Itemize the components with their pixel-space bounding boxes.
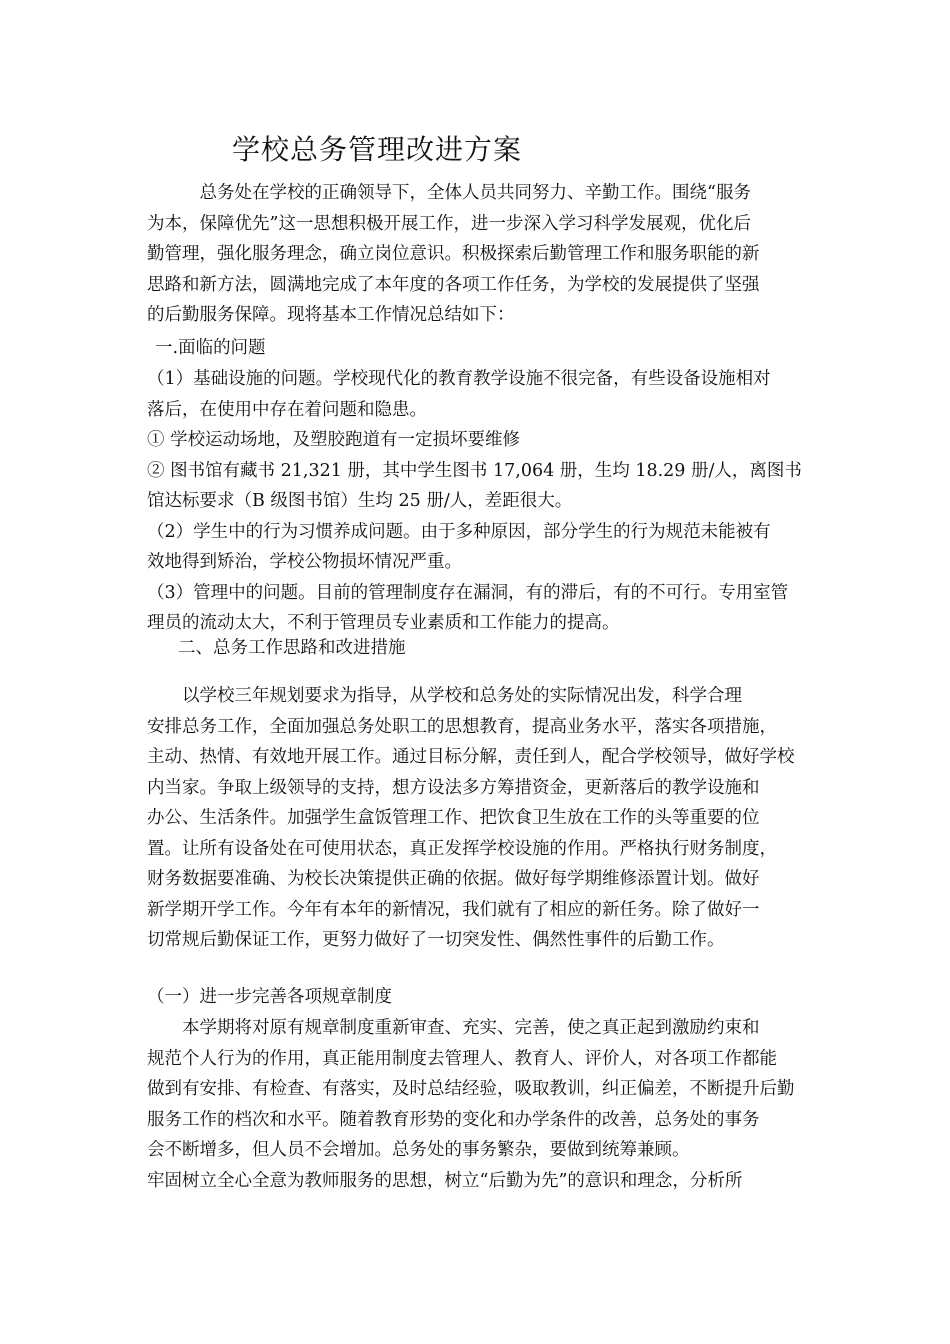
section2-line: 主动、热情、有效地开展工作。通过目标分解，责任到人，配合学校领导，做好学校	[147, 747, 795, 767]
section1-line: 效地得到矫治，学校公物损坏情况严重。	[147, 552, 462, 572]
section2-line: 新学期开学工作。今年有本年的新情况，我们就有了相应的新任务。除了做好一	[147, 899, 760, 920]
section2-line: 财务数据要准确、为校长决策提供正确的依据。做好每学期维修添置计划。做好	[147, 869, 760, 889]
intro-paragraph	[147, 178, 807, 331]
subsection1-body	[147, 1013, 807, 1196]
intro-line: 思路和新方法，圆满地完成了本年度的各项工作任务，为学校的发展提供了坚强	[147, 274, 760, 295]
section2-line: 内当家。争取上级领导的支持，想方设法多方筹措资金，更新落后的教学设施和	[147, 777, 760, 798]
subsection1-line: 服务工作的档次和水平。随着教育形势的变化和办学条件的改善，总务处的事务	[147, 1109, 760, 1130]
subsection1-line: 做到有安排、有检查、有落实，及时总结经验，吸取教训，纠正偏差，不断提升后勤	[147, 1079, 795, 1099]
subsection1-line: 规范个人行为的作用，真正能用制度去管理人、教育人、评价人，对各项工作都能	[147, 1048, 777, 1069]
section1-line: 理员的流动太大，不利于管理员专业素质和工作能力的提高。	[147, 613, 620, 633]
subsection1-line: 牢固树立全心全意为教师服务的思想，树立“后勤为先”的意识和理念，分析所	[147, 1170, 743, 1191]
section2-line: 切常规后勤保证工作，更努力做好了一切突发性、偶然性事件的后勤工作。	[147, 930, 725, 950]
section2-line: 置。让所有设备处在可使用状态，真正发挥学校设施的作用。严格执行财务制度，	[147, 838, 777, 859]
section2-body	[147, 681, 807, 956]
section1-body	[147, 364, 807, 639]
section1-line: ① 学校运动场地，及塑胶跑道有一定损坏要维修	[147, 430, 521, 450]
intro-line: 为本，保障优先”这一思想积极开展工作，进一步深入学习科学发展观，优化后	[147, 213, 751, 234]
section1-line: （1）基础设施的问题。学校现代化的教育教学设施不很完备，有些设备设施相对	[147, 369, 771, 389]
subsection1-line: 本学期将对原有规章制度重新审查、充实、完善，使之真正起到激励约束和	[147, 1018, 760, 1038]
subsection1-line: 会不断增多，但人员不会增加。总务处的事务繁杂，要做到统筹兼顾。	[147, 1140, 690, 1160]
section1-line: （2）学生中的行为习惯养成问题。由于多种原因，部分学生的行为规范未能被有	[147, 521, 771, 542]
subsection1-heading: （一）进一步完善各项规章制度	[147, 987, 392, 1007]
document-title: 学校总务管理改进方案	[232, 133, 523, 166]
section2-line: 办公、生活条件。加强学生盒饭管理工作、把饮食卫生放在工作的头等重要的位	[147, 808, 760, 828]
intro-line: 的后勤服务保障。现将基本工作情况总结如下：	[147, 305, 515, 325]
section1-line: 馆达标要求（B 级图书馆）生均 25 册/人，差距很大。	[147, 491, 573, 511]
section1-line: （3）管理中的问题。目前的管理制度存在漏洞，有的滞后，有的不可行。专用室管	[147, 582, 789, 603]
section2-line: 安排总务工作，全面加强总务处职工的思想教育，提高业务水平，落实各项措施，	[147, 716, 777, 737]
section1-heading: 一.面临的问题	[155, 338, 266, 358]
section2-line: 以学校三年规划要求为指导，从学校和总务处的实际情况出发，科学合理	[147, 686, 742, 706]
intro-line: 勤管理，强化服务理念，确立岗位意识。积极探索后勤管理工作和服务职能的新	[147, 244, 760, 264]
intro-line: 总务处在学校的正确领导下，全体人员共同努力、辛勤工作。围绕“服务	[147, 183, 751, 203]
section1-line: ② 图书馆有藏书 21,321 册，其中学生图书 17,064 册，生均 18.29 册/人，离图书	[147, 460, 802, 481]
section1-line: 落后，在使用中存在着问题和隐患。	[147, 399, 427, 420]
section2-heading: 二、总务工作思路和改进措施	[178, 638, 406, 658]
